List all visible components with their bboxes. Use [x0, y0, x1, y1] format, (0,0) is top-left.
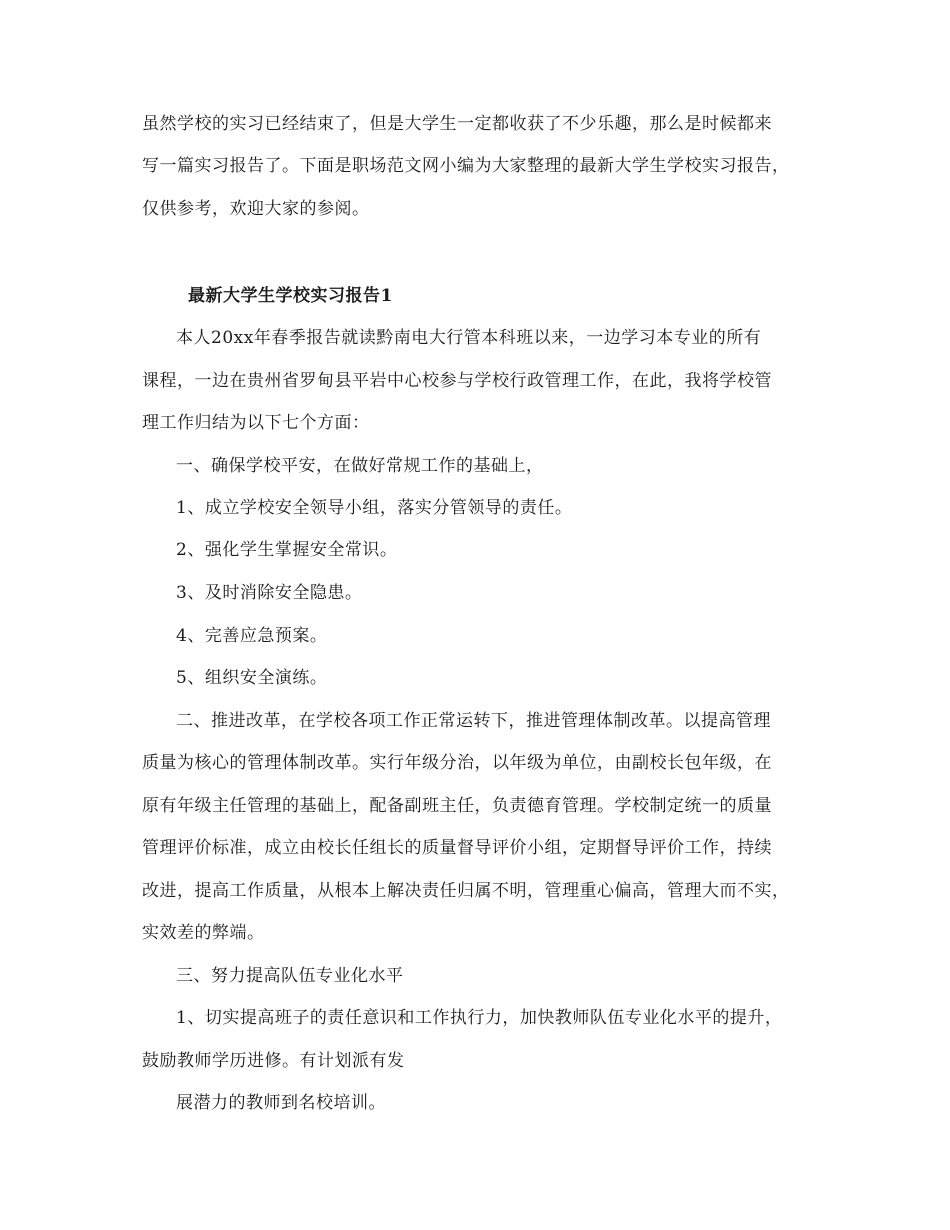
point1-item-2: 2、强化学生掌握安全常识。 — [176, 540, 398, 560]
point2-line-2: 质量为核心的管理体制改革。实行年级分治，以年级为单位，由副校长包年级，在 — [142, 753, 772, 773]
point2-line-4: 管理评价标准，成立由校长任组长的质量督导评价小组，定期督导评价工作，持续 — [142, 838, 772, 858]
point1-item-4: 4、完善应急预案。 — [176, 626, 328, 646]
point1-item-5: 5、组织安全演练。 — [176, 668, 328, 688]
point3-item1-line-2: 鼓励教师学历进修。有计划派有发 — [142, 1051, 405, 1071]
point2-line-1: 二、推进改革，在学校各项工作正常运转下，推进管理体制改革。以提高管理 — [176, 711, 771, 731]
point2-line-5: 改进，提高工作质量，从根本上解决责任归属不明，管理重心偏高，管理大而不实， — [142, 881, 790, 901]
intro-line-1: 虽然学校的实习已经结束了，但是大学生一定都收获了不少乐趣，那么是时候都来 — [142, 114, 772, 134]
para1-line-1: 本人20xx年春季报告就读黔南电大行管本科班以来，一边学习本专业的所有 — [176, 328, 762, 348]
point2-line-3: 原有年级主任管理的基础上，配备副班主任，负责德育管理。学校制定统一的质量 — [142, 796, 772, 816]
point1-item-1: 1、成立学校安全领导小组，落实分管领导的责任。 — [176, 498, 573, 518]
intro-line-3: 仅供参考，欢迎大家的参阅。 — [142, 199, 370, 219]
point2-line-6: 实效差的弊端。 — [142, 923, 265, 943]
intro-line-2: 写一篇实习报告了。下面是职场范文网小编为大家整理的最新大学生学校实习报告， — [142, 156, 790, 176]
point3-item1-line-1: 1、切实提高班子的责任意识和工作执行力，加快教师队伍专业化水平的提升， — [176, 1008, 783, 1028]
point3-title: 三、努力提高队伍专业化水平 — [176, 966, 404, 986]
section-title: 最新大学生学校实习报告1 — [188, 286, 393, 306]
para1-line-3: 理工作归结为以下七个方面： — [142, 413, 370, 433]
point3-tail: 展潜力的教师到名校培训。 — [176, 1093, 386, 1113]
point1-item-3: 3、及时消除安全隐患。 — [176, 583, 363, 603]
para1-line-2: 课程，一边在贵州省罗甸县平岩中心校参与学校行政管理工作，在此，我将学校管 — [142, 371, 772, 391]
point1-title: 一、确保学校平安，在做好常规工作的基础上， — [176, 456, 544, 476]
